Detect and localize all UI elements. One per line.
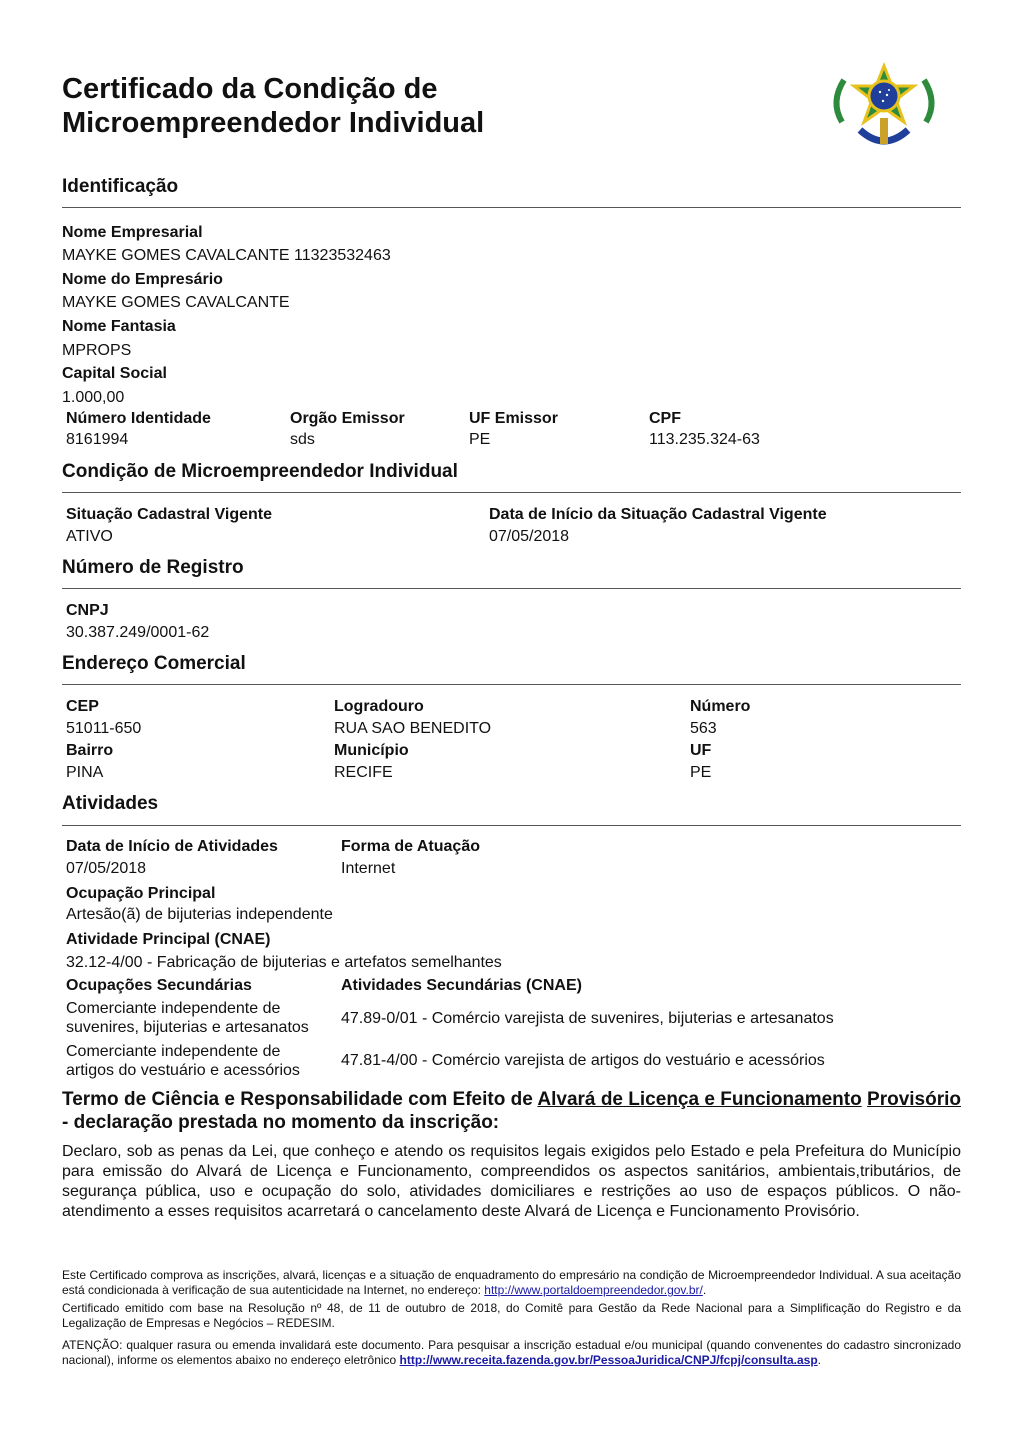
termo-heading-link-1: Alvará de Licença e Funcionamento bbox=[537, 1089, 862, 1110]
cnae-principal-value: 32.12-4/00 - Fabricação de bijuterias e artefatos semelhantes bbox=[66, 954, 502, 971]
logradouro-value: RUA SAO BENEDITO bbox=[334, 720, 492, 737]
uf-value: PE bbox=[690, 764, 712, 781]
orgao-emissor-label: Orgão Emissor bbox=[290, 410, 405, 427]
uf-emissor-label: UF Emissor bbox=[469, 410, 558, 427]
identidade-label: Número Identidade bbox=[66, 410, 211, 427]
section-heading-identificacao: Identificação bbox=[62, 176, 179, 197]
ocupacao-principal-label: Ocupação Principal bbox=[66, 885, 216, 902]
ocupacoes-secundarias-label: Ocupações Secundárias bbox=[66, 977, 252, 994]
page-title bbox=[62, 72, 484, 140]
termo-heading bbox=[62, 1088, 961, 1134]
portal-empreendedor-link[interactable]: http://www.portaldoempreendedor.gov.br/ bbox=[484, 1283, 703, 1297]
cep-value: 51011-650 bbox=[66, 720, 142, 737]
nome-empresario-value: MAYKE GOMES CAVALCANTE bbox=[62, 294, 290, 311]
divider bbox=[62, 207, 961, 208]
cnpj-label: CNPJ bbox=[66, 602, 109, 619]
footer-paragraph-1 bbox=[62, 1268, 961, 1298]
cep-label: CEP bbox=[66, 698, 99, 715]
data-inicio-value: 07/05/2018 bbox=[66, 860, 147, 877]
footer-paragraph-3 bbox=[62, 1338, 961, 1368]
termo-heading-pre: Termo de Ciência e Responsabilidade com Efeito de bbox=[62, 1089, 538, 1110]
receita-consulta-link[interactable]: http://www.receita.fazenda.gov.br/PessoaJuridica/CNPJ/fcpj/consulta.asp bbox=[399, 1353, 818, 1367]
nome-empresarial-value: MAYKE GOMES CAVALCANTE 11323532463 bbox=[62, 247, 391, 264]
orgao-emissor-value: sds bbox=[290, 431, 315, 448]
atividades-secundarias-label: Atividades Secundárias (CNAE) bbox=[341, 977, 582, 994]
municipio-value: RECIFE bbox=[334, 764, 393, 781]
nome-fantasia-label: Nome Fantasia bbox=[62, 318, 176, 335]
bairro-value: PINA bbox=[66, 764, 104, 781]
situacao-value: ATIVO bbox=[66, 528, 113, 545]
footer-text: ATENÇÃO: qualquer rasura ou emenda invalidará este documento. Para pesquisar a inscrição estadual e/ou municipal (quando convenentes do cadastro sincronizado nacional), informe os elementos abaixo no endereço eletrônico bbox=[62, 1338, 961, 1367]
section-heading-condicao: Condição de Microempreendedor Individual bbox=[62, 461, 458, 482]
numero-value: 563 bbox=[690, 720, 717, 737]
divider bbox=[62, 492, 961, 493]
uf-emissor-value: PE bbox=[469, 431, 491, 448]
title-line-1: Certificado da Condição de bbox=[62, 73, 438, 105]
municipio-label: Município bbox=[334, 742, 409, 759]
data-inicio-label: Data de Início de Atividades bbox=[66, 838, 278, 855]
section-heading-registro: Número de Registro bbox=[62, 557, 244, 578]
cpf-value: 113.235.324-63 bbox=[649, 431, 760, 448]
capital-social-label: Capital Social bbox=[62, 365, 167, 382]
numero-label: Número bbox=[690, 698, 751, 715]
nome-fantasia-value: MPROPS bbox=[62, 342, 132, 359]
termo-heading-post: - declaração prestada no momento da inscrição: bbox=[62, 1112, 500, 1133]
ocupacao-secundaria-line: Comerciante independente de bbox=[66, 1043, 281, 1060]
atividade-secundaria-1: 47.89-0/01 - Comércio varejista de suvenires, bijuterias e artesanatos bbox=[341, 1010, 834, 1027]
cnpj-value: 30.387.249/0001-62 bbox=[66, 624, 210, 641]
divider bbox=[62, 684, 961, 685]
logradouro-label: Logradouro bbox=[334, 698, 424, 715]
uf-label: UF bbox=[690, 742, 712, 759]
identidade-value: 8161994 bbox=[66, 431, 129, 448]
footer-text: Este Certificado comprova as inscrições, alvará, licenças e a situação de enquadramento do empresário na condição de Microempreendedor Individual. A sua aceitação está condicionada à verificação de sua autenticidade na Internet, no endereço: bbox=[62, 1268, 961, 1297]
cnae-principal-label: Atividade Principal (CNAE) bbox=[66, 931, 271, 948]
forma-atuacao-label: Forma de Atuação bbox=[341, 838, 480, 855]
data-situacao-value: 07/05/2018 bbox=[489, 528, 570, 545]
divider bbox=[62, 588, 961, 589]
footer-text-end: . bbox=[702, 1283, 707, 1297]
title-line-2: Microempreendedor Individual bbox=[62, 107, 485, 139]
cpf-label: CPF bbox=[649, 410, 681, 427]
section-heading-endereco: Endereço Comercial bbox=[62, 653, 246, 674]
bairro-label: Bairro bbox=[66, 742, 114, 759]
forma-atuacao-value: Internet bbox=[341, 860, 396, 877]
termo-heading-link-2: Provisório bbox=[867, 1089, 962, 1110]
ocupacao-secundaria-line: artigos do vestuário e acessórios bbox=[66, 1062, 300, 1079]
footer-text-end: . bbox=[817, 1353, 821, 1367]
ocupacao-principal-value: Artesão(ã) de bijuterias independente bbox=[66, 906, 333, 923]
data-situacao-label: Data de Início da Situação Cadastral Vigente bbox=[489, 506, 827, 523]
brazil-coat-of-arms-icon bbox=[820, 62, 948, 162]
termo-body: Declaro, sob as penas da Lei, que conheço e atendo os requisitos legais exigidos pelo Estado e pela Prefeitura do Município para emissão do Alvará de Licença e Funcionamento, compreendidos os aspectos sanitários, ambientais,tributários, de segurança pública, uso e ocupação do solo, atividades domiciliares e restrições ao uso de espaços públicos. O não-atendimento a esses requisitos acarretará o cancelamento deste Alvará de Licença e Funcionamento Provisório. bbox=[62, 1143, 961, 1220]
capital-social-value: 1.000,00 bbox=[62, 389, 125, 406]
ocupacao-secundaria-1 bbox=[66, 999, 309, 1037]
divider bbox=[62, 825, 961, 826]
ocupacao-secundaria-line: Comerciante independente de bbox=[66, 1000, 281, 1017]
ocupacao-secundaria-2 bbox=[66, 1042, 300, 1080]
nome-empresarial-label: Nome Empresarial bbox=[62, 224, 203, 241]
atividade-secundaria-2: 47.81-4/00 - Comércio varejista de artigos do vestuário e acessórios bbox=[341, 1052, 825, 1069]
nome-empresario-label: Nome do Empresário bbox=[62, 271, 223, 288]
situacao-label: Situação Cadastral Vigente bbox=[66, 506, 272, 523]
footer-paragraph-2: Certificado emitido com base na Resolução nº 48, de 11 de outubro de 2018, do Comitê para Gestão da Rede Nacional para a Simplificação do Registro e da Legalização de Empresas e Negócios – REDESIM. bbox=[62, 1301, 961, 1330]
section-heading-atividades: Atividades bbox=[62, 793, 159, 814]
ocupacao-secundaria-line: suvenires, bijuterias e artesanatos bbox=[66, 1019, 309, 1036]
